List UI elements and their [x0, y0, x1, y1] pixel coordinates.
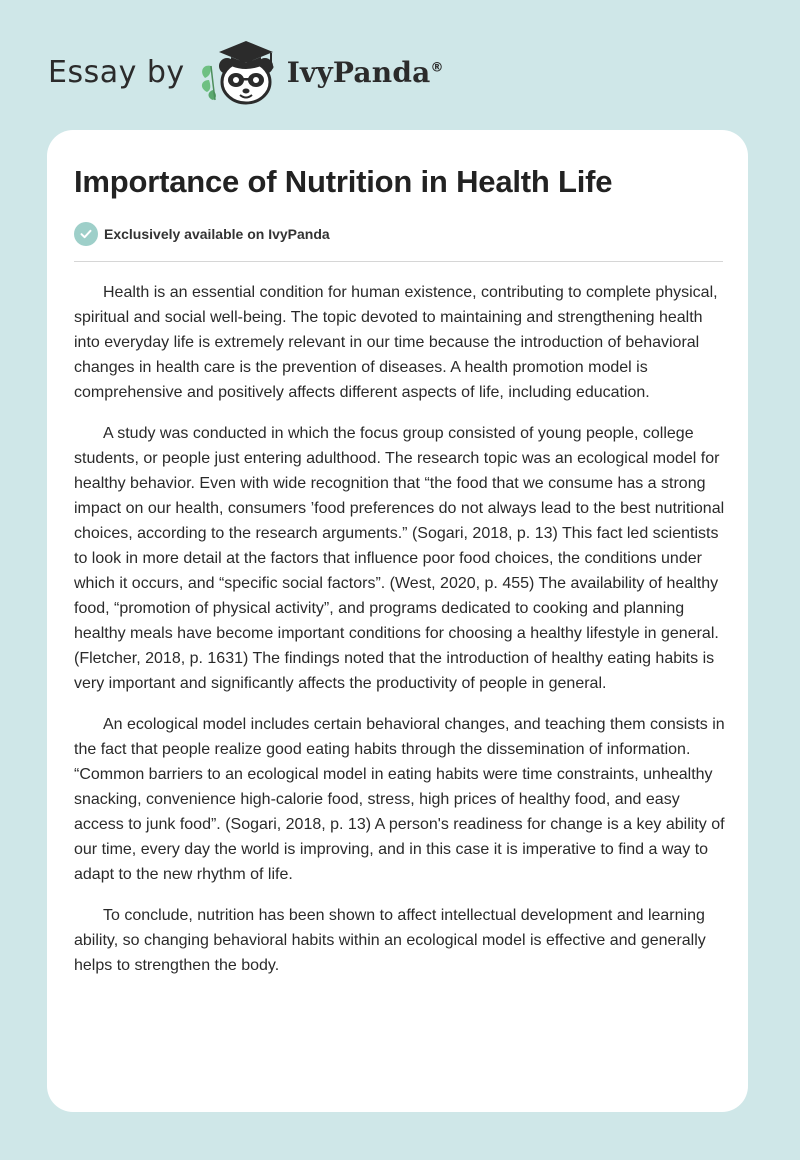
title-divider [74, 261, 723, 262]
exclusive-label: Exclusively available on IvyPanda [104, 226, 330, 242]
exclusive-badge [74, 222, 330, 246]
essay-body [74, 280, 726, 994]
paragraph: A study was conducted in which the focus group consisted of young people, college students, or people just entering adulthood. The research topic was an ecological model for healthy behavior. Even with wide recognition that “the food that we consume has a strong impact on our health, consumers ’food preferences do not always lead to the best nutritional choices, according to the research arguments.” (Sogari, 2018, p. 13) This fact led scientists to look in more detail at the factors that influence poor food choices, the conditions under which it occurs, and “specific social factors”. (West, 2020, p. 455) The availability of healthy food, “promotion of physical activity”, and programs dedicated to cooking and planning healthy meals have become important conditions for choosing a healthy lifestyle in general. (Fletcher, 2018, p. 1631) The findings noted that the introduction of healthy eating habits is very important and significantly affects the productivity of people in general. [74, 425, 725, 692]
essay-by-label: Essay by [48, 54, 185, 90]
site-header [48, 36, 444, 108]
check-circle-icon [74, 222, 98, 246]
brand-name: IvyPanda® [286, 55, 444, 89]
paragraph: Health is an essential condition for human existence, contributing to complete physical, spiritual and social well-being. The topic devoted to maintaining and strengthening health into everyday life is extremely relevant in our time because the introduction of behavioral changes in health care is the prevention of diseases. A health promotion model is comprehensive and positively affects different aspects of life, including education. [74, 284, 718, 401]
paragraph: An ecological model includes certain behavioral changes, and teaching them consists in the fact that people realize good eating habits through the dissemination of information. “Common barriers to an ecological model in eating habits were time constraints, unhealthy snacking, convenience high-calorie food, stress, high prices of healthy food, and easy access to junk food”. (Sogari, 2018, p. 13) A person's readiness for change is a key ability of our time, every day the world is improving, and in this case it is imperative to find a way to adapt to the new rhythm of life. [74, 716, 725, 883]
essay-title: Importance of Nutrition in Health Life [74, 164, 613, 199]
ivypanda-logo-icon[interactable] [199, 36, 285, 108]
registered-mark: ® [430, 60, 444, 76]
paragraph: To conclude, nutrition has been shown to affect intellectual development and learning ability, so changing behavioral habits within an ecological model is effective and generally helps to strengthen the body. [74, 907, 706, 974]
essay-card [47, 130, 748, 1112]
